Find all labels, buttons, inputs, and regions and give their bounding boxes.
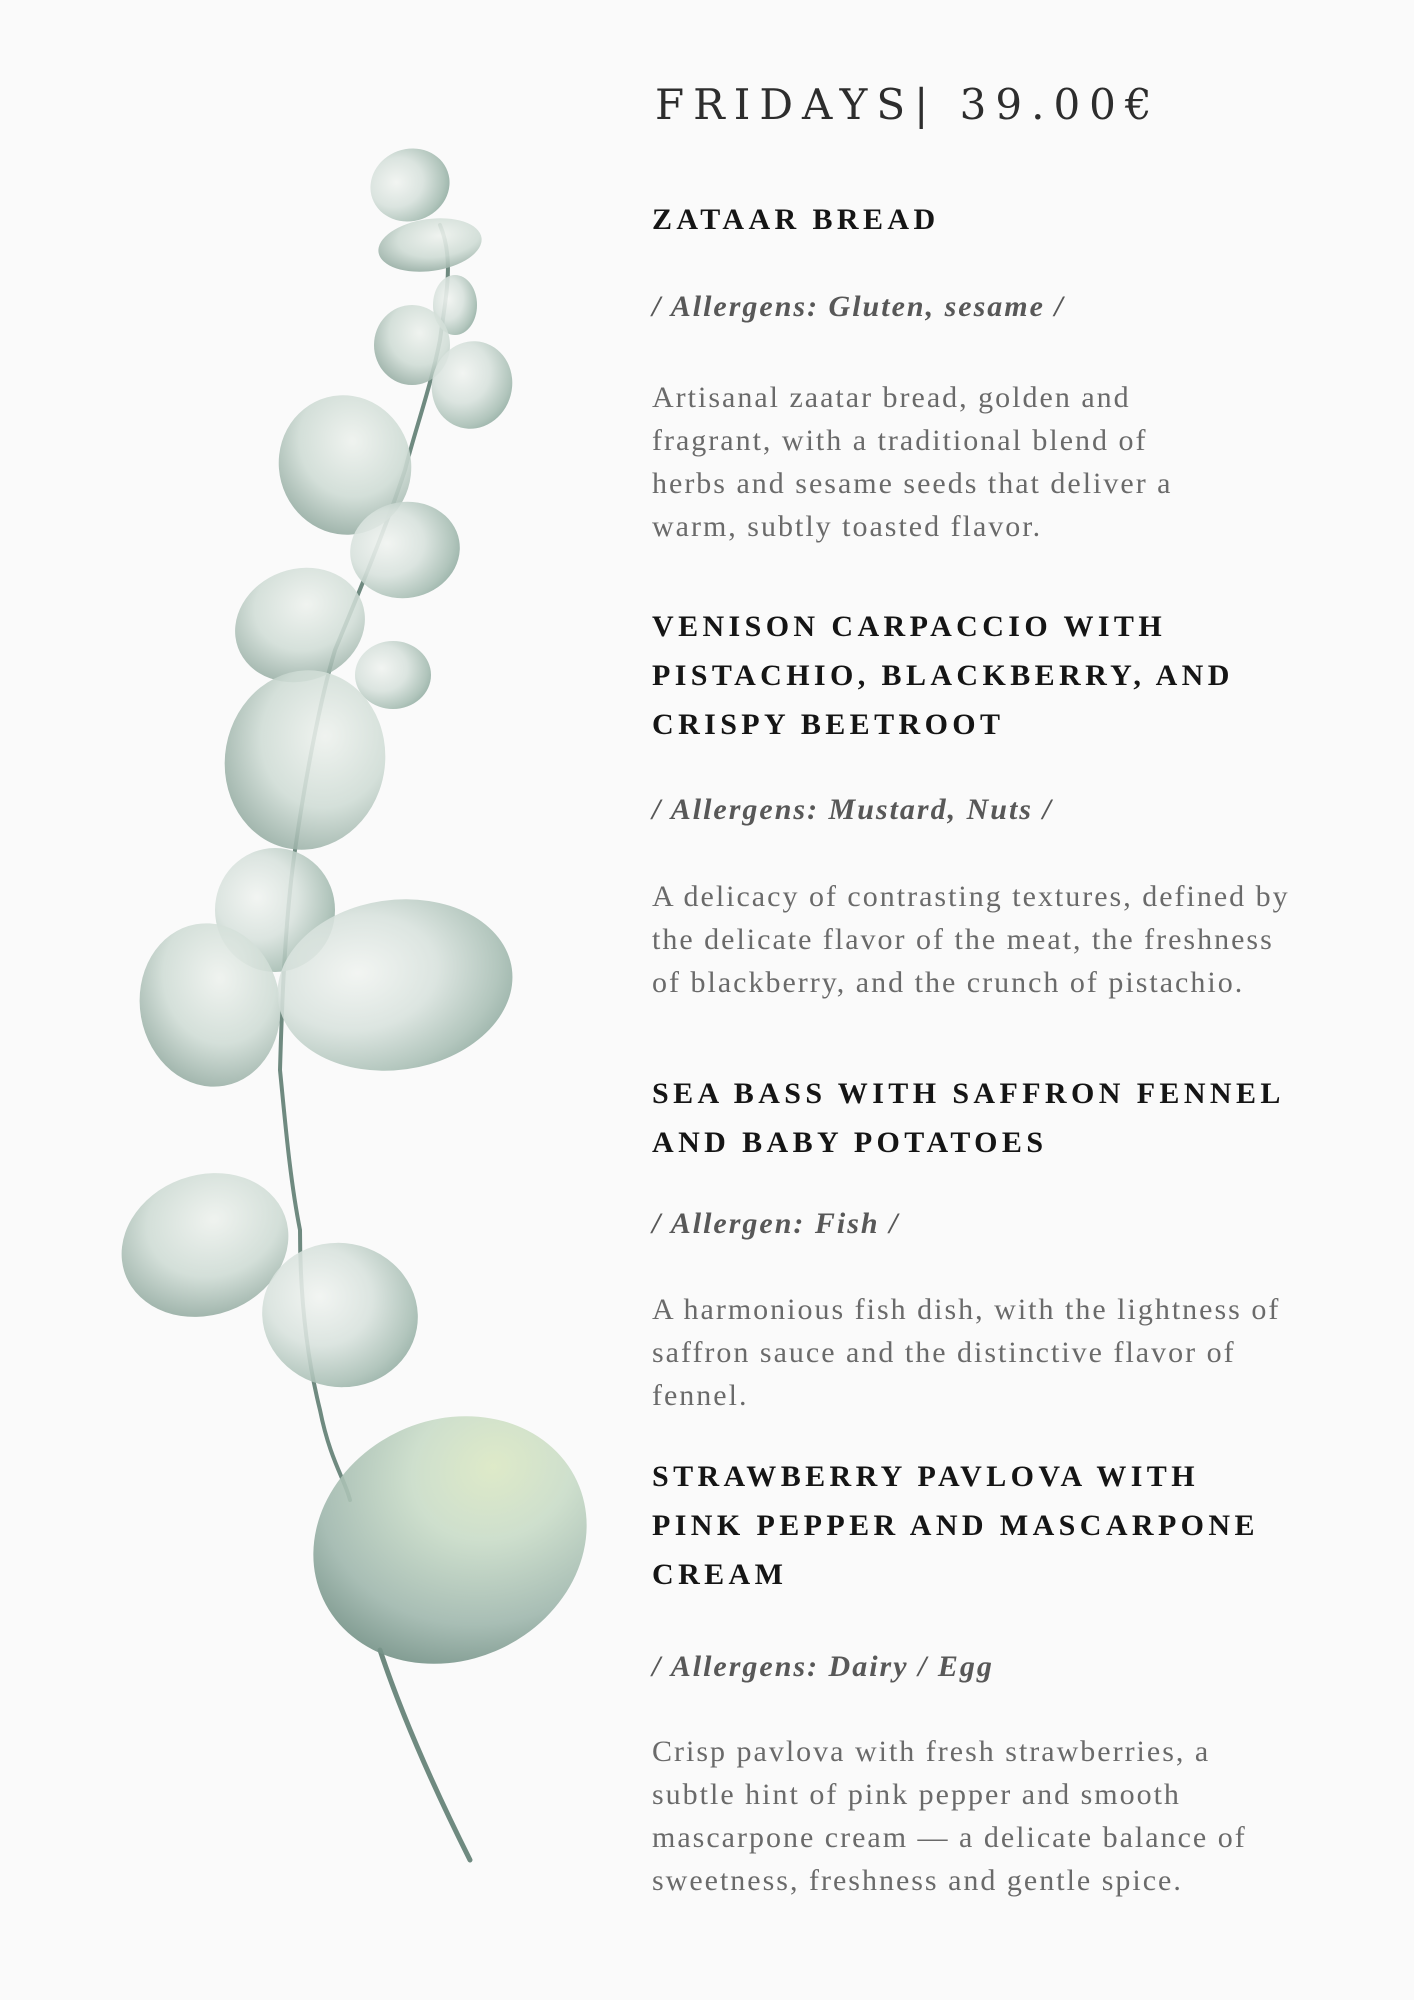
dish-description: A harmonious fish dish, with the lightness of saffron sauce and the distinctive flavor of fennel. [652, 1293, 1281, 1412]
dish-description: A delicacy of contrasting textures, defined by the delicate flavor of the meat, the freshness of blackberry, and the crunch of pistachio. [652, 880, 1290, 999]
eucalyptus-branch-illustration [100, 130, 600, 1890]
dish-allergens: / Allergen: Fish / [652, 1207, 900, 1240]
dish-name: STRAWBERRY PAVLOVA WITH PINK PEPPER AND MASCARPONE CREAM [652, 1460, 1259, 1591]
dish-name: VENISON CARPACCIO WITH PISTACHIO, BLACKBERRY, AND CRISPY BEETROOT [652, 610, 1234, 741]
dish-allergens: / Allergens: Gluten, sesame / [652, 290, 1065, 323]
dish-description: Artisanal zaatar bread, golden and fragrant, with a traditional blend of herbs and sesame seeds that deliver a warm, subtly toasted flavor. [652, 381, 1173, 543]
dish-allergens: / Allergens: Dairy / Egg [652, 1650, 994, 1683]
menu-title: FRIDAYS| 39.00€ [655, 80, 1161, 129]
dish-description: Crisp pavlova with fresh strawberries, a subtle hint of pink pepper and smooth mascarpone cream — a delicate balance of sweetness, freshness and gentle spice. [652, 1735, 1247, 1897]
stem-lower [380, 1650, 470, 1860]
dish-name: ZATAAR BREAD [652, 203, 940, 236]
dish-name: SEA BASS WITH SAFFRON FENNEL AND BABY POTATOES [652, 1077, 1285, 1159]
leaf [375, 212, 485, 278]
dish-allergens: / Allergens: Mustard, Nuts / [652, 793, 1053, 826]
leaf [355, 641, 431, 709]
leaf [360, 137, 460, 232]
